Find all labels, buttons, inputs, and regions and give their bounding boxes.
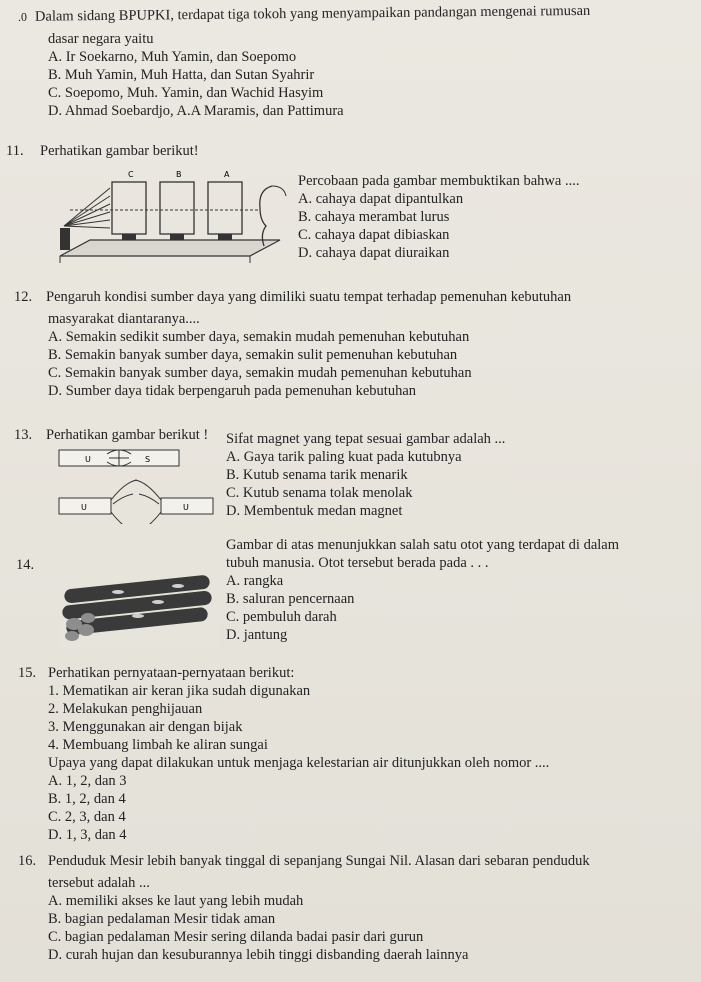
question-stem: Penduduk Mesir lebih banyak tinggal di sepanjang Sungai Nil. Alasan dari sebaran penduduk bbox=[48, 853, 590, 869]
light-experiment-figure bbox=[50, 168, 288, 280]
question-11 bbox=[6, 142, 693, 160]
question-stem: Perhatikan gambar berikut! bbox=[40, 143, 199, 159]
magnet-figure bbox=[55, 446, 220, 524]
question-10 bbox=[6, 2, 693, 120]
option-a: A. Gaya tarik paling kuat pada kutubnya bbox=[226, 449, 462, 465]
question-text: Upaya yang dapat dilakukan untuk menjaga kelestarian air ditunjukkan oleh nomor .... bbox=[48, 755, 550, 771]
question-side-stem: Gambar di atas menunjukkan salah satu otot yang terdapat di dalam bbox=[226, 537, 619, 553]
option-a: A. memiliki akses ke laut yang lebih mudah bbox=[48, 893, 304, 909]
figure-label-c: C bbox=[128, 170, 134, 179]
statement-3: 3. Menggunakan air dengan bijak bbox=[48, 719, 243, 735]
statement-2: 2. Melakukan penghijauan bbox=[48, 701, 203, 717]
pole-label: U bbox=[85, 455, 91, 464]
option-b: B. Muh Yamin, Muh Hatta, dan Sutan Syahrir bbox=[48, 67, 315, 83]
question-12 bbox=[6, 288, 693, 400]
option-a: A. Ir Soekarno, Muh Yamin, dan Soepomo bbox=[48, 49, 297, 65]
option-d: D. curah hujan dan kesuburannya lebih tinggi disbanding daerah lainnya bbox=[48, 947, 469, 963]
option-d: D. jantung bbox=[226, 627, 288, 643]
observer-head-icon bbox=[260, 186, 272, 246]
option-b: B. Semakin banyak sumber daya, semakin sulit pemenuhan kebutuhan bbox=[48, 347, 458, 363]
candle-icon bbox=[60, 228, 70, 250]
question-number: 15. bbox=[18, 665, 37, 681]
option-c: C. pembuluh darah bbox=[226, 609, 337, 625]
option-b: B. bagian pedalaman Mesir tidak aman bbox=[48, 911, 276, 927]
card-c bbox=[112, 182, 146, 234]
question-side-stem: Percobaan pada gambar membuktikan bahwa .... bbox=[298, 173, 580, 189]
pole-label: S bbox=[145, 455, 151, 464]
figure-label-a: A bbox=[224, 170, 230, 179]
question-15 bbox=[6, 664, 693, 844]
question-13-side bbox=[226, 430, 505, 520]
muscle-figure bbox=[58, 572, 218, 648]
option-a: A. cahaya dapat dipantulkan bbox=[298, 191, 464, 207]
option-a: A. 1, 2, dan 3 bbox=[48, 773, 127, 789]
question-number: 16. bbox=[18, 853, 37, 869]
statement-4: 4. Membuang limbah ke aliran sungai bbox=[48, 737, 268, 753]
question-number: .0 bbox=[17, 9, 28, 24]
question-number: 13. bbox=[14, 427, 33, 443]
question-stem: Pengaruh kondisi sumber daya yang dimiliki suatu tempat terhadap pemenuhan kebutuhan bbox=[46, 289, 572, 305]
question-side-stem: Sifat magnet yang tepat sesuai gambar adalah ... bbox=[226, 431, 506, 447]
option-b: B. Kutub senama tarik menarik bbox=[226, 467, 408, 483]
question-number: 14. bbox=[16, 557, 35, 573]
pole-label: U bbox=[81, 503, 87, 512]
card-a bbox=[208, 182, 242, 234]
option-d: D. 1, 3, dan 4 bbox=[48, 827, 127, 843]
question-stem-cont: tersebut adalah ... bbox=[48, 875, 150, 891]
question-stem: Perhatikan gambar berikut ! bbox=[46, 427, 209, 443]
option-b: B. saluran pencernaan bbox=[226, 591, 355, 607]
option-c: C. Semakin banyak sumber daya, semakin mudah pemenuhan kebutuhan bbox=[48, 365, 472, 381]
question-stem: Dalam sidang BPUPKI, terdapat tiga tokoh yang menyampaikan pandangan mengenai rumusan bbox=[34, 2, 591, 25]
question-16 bbox=[6, 852, 693, 964]
option-c: C. Kutub senama tolak menolak bbox=[226, 485, 413, 501]
statement-1: 1. Mematikan air keran jika sudah digunakan bbox=[48, 683, 311, 699]
option-c: C. bagian pedalaman Mesir sering dilanda badai pasir dari gurun bbox=[48, 929, 424, 945]
question-11-side bbox=[298, 172, 579, 262]
option-a: A. Semakin sedikit sumber daya, semakin mudah pemenuhan kebutuhan bbox=[48, 329, 470, 345]
option-c: C. 2, 3, dan 4 bbox=[48, 809, 126, 825]
question-number: 11. bbox=[6, 143, 24, 159]
option-d: D. Membentuk medan magnet bbox=[226, 503, 403, 519]
option-c: C. cahaya dapat dibiaskan bbox=[298, 227, 450, 243]
question-stem-cont: dasar negara yaitu bbox=[48, 31, 154, 47]
option-a: A. rangka bbox=[226, 573, 284, 589]
option-d: D. cahaya dapat diuraikan bbox=[298, 245, 450, 261]
question-number: 12. bbox=[14, 289, 33, 305]
figure-label-b: B bbox=[176, 170, 182, 179]
option-c: C. Soepomo, Muh. Yamin, dan Wachid Hasyim bbox=[48, 85, 324, 101]
option-b: B. 1, 2, dan 4 bbox=[48, 791, 126, 807]
pole-label: U bbox=[183, 503, 189, 512]
question-stem: Perhatikan pernyataan-pernyataan berikut: bbox=[48, 665, 295, 681]
option-b: B. cahaya merambat lurus bbox=[298, 209, 450, 225]
option-d: D. Sumber daya tidak berpengaruh pada pemenuhan kebutuhan bbox=[48, 383, 417, 399]
question-side-stem-cont: tubuh manusia. Otot tersebut berada pada . . . bbox=[226, 555, 489, 571]
card-b bbox=[160, 182, 194, 234]
question-14-side bbox=[226, 536, 619, 644]
option-d: D. Ahmad Soebardjo, A.A Maramis, dan Pattimura bbox=[48, 103, 344, 119]
question-stem-cont: masyarakat diantaranya.... bbox=[48, 311, 200, 327]
